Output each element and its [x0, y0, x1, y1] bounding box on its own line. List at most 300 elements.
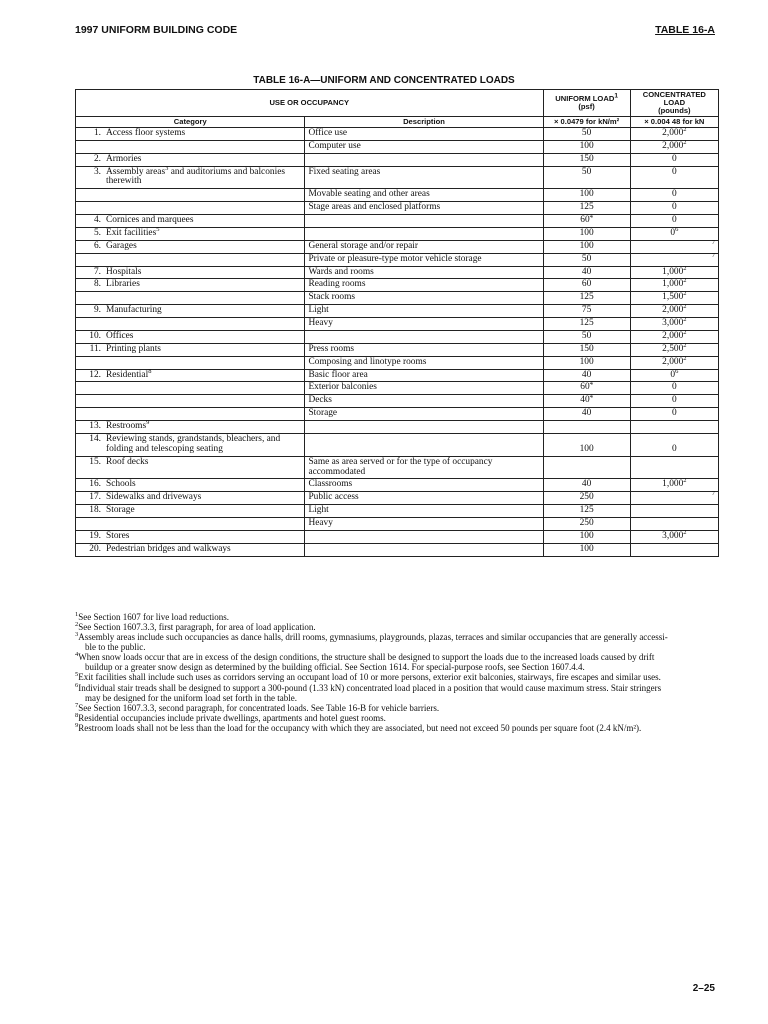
- concentrated-conversion: × 0.004 48 for kN: [630, 116, 718, 127]
- uniform-load-value: 150: [579, 343, 594, 354]
- uniform-load-title: UNIFORM LOAD: [555, 93, 615, 103]
- concentrated-load-value: 2,000: [662, 356, 684, 367]
- category-text: [106, 532, 301, 542]
- category-text: [106, 129, 301, 139]
- category-number: 4.: [93, 215, 101, 225]
- category-cell: [76, 456, 305, 479]
- concentrated-load-value: 0: [672, 215, 677, 225]
- description-cell: [305, 215, 543, 228]
- description-cell: Public access: [305, 492, 543, 505]
- concentrated-load-footnote-ref: 2: [683, 290, 687, 298]
- category-cell: [76, 140, 305, 153]
- description-cell: Office use: [305, 127, 543, 140]
- footnote-text: Residential occupancies include private dwellings, apartments and hotel guest rooms.: [78, 712, 386, 723]
- description-cell: Classrooms: [305, 479, 543, 492]
- uniform-load-value: 40: [581, 266, 592, 277]
- running-header-right: TABLE 16-A: [655, 24, 715, 36]
- concentrated-load-cell: [630, 395, 718, 408]
- concentrated-load-footnote-ref: 2: [683, 138, 687, 146]
- category-cell: [76, 266, 305, 279]
- uniform-load-cell: [543, 343, 630, 356]
- uniform-load-value: 40: [581, 479, 592, 490]
- category-text: [106, 332, 301, 342]
- use-occupancy-label: USE OR OCCUPANCY: [269, 97, 350, 107]
- description-cell: Storage: [305, 408, 543, 421]
- table-row: [76, 240, 719, 253]
- description-header: Description: [305, 116, 543, 127]
- category-entry: [79, 332, 301, 342]
- uniform-load-value: 100: [579, 240, 594, 251]
- table-row: [76, 433, 719, 456]
- category-cell: [76, 153, 305, 166]
- concentrated-load-footnote-ref: 2: [683, 477, 687, 485]
- category-entry: [79, 268, 301, 278]
- concentrated-load-cell: [630, 266, 718, 279]
- footnote-line: [75, 703, 725, 713]
- table-row: [76, 395, 719, 408]
- footnote-line: [75, 683, 725, 693]
- table-row: [76, 292, 719, 305]
- uniform-load-value: 50: [581, 253, 592, 264]
- table-row: [76, 492, 719, 505]
- category-number: 15.: [89, 456, 101, 467]
- category-label: Restrooms: [106, 421, 147, 431]
- category-label: Printing plants: [106, 343, 161, 354]
- category-cell: [76, 292, 305, 305]
- category-text: [106, 155, 301, 165]
- description-cell: Light: [305, 305, 543, 318]
- description-cell: Movable seating and other areas: [305, 189, 543, 202]
- category-header: Category: [76, 116, 305, 127]
- category-number: 6.: [93, 240, 101, 251]
- table-row: [76, 356, 719, 369]
- uniform-load-cell: [543, 433, 630, 456]
- concentrated-load-cell: [630, 240, 718, 253]
- category-cell: [76, 253, 305, 266]
- uniform-load-value: 100: [579, 443, 594, 454]
- table-row: [76, 518, 719, 531]
- uniform-load-value: 100: [579, 189, 594, 200]
- concentrated-load-cell: [630, 279, 718, 292]
- running-header-left: 1997 UNIFORM BUILDING CODE: [75, 24, 238, 36]
- concentrated-load-footnote-ref: 6: [675, 367, 679, 375]
- uniform-load-value: 100: [579, 543, 594, 554]
- description-cell: Exterior balconies: [305, 382, 543, 395]
- concentrated-load-cell: [630, 189, 718, 202]
- uniform-load-value: 40: [580, 395, 590, 406]
- concentrated-load-value: 2,500: [662, 343, 684, 354]
- concentrated-load-value: 0: [672, 382, 677, 393]
- concentrated-load-cell: [630, 253, 718, 266]
- category-text: [106, 345, 301, 355]
- description-cell: Heavy: [305, 318, 543, 331]
- table-row: [76, 140, 719, 153]
- category-entry: [79, 458, 301, 468]
- uniform-load-cell: [543, 382, 630, 395]
- category-cell: [76, 492, 305, 505]
- category-cell: [76, 166, 305, 189]
- table-row: [76, 408, 719, 421]
- footnote: [75, 703, 725, 713]
- description-cell: [305, 227, 543, 240]
- uniform-load-cell: [543, 202, 630, 215]
- concentrated-load-cell: [630, 408, 718, 421]
- category-cell: [76, 356, 305, 369]
- category-cell: [76, 189, 305, 202]
- concentrated-load-footnote-ref: 2: [683, 315, 687, 323]
- category-entry: [79, 129, 301, 139]
- table-title: TABLE 16-A—UNIFORM AND CONCENTRATED LOADS: [253, 75, 515, 86]
- footnote-continuation: may be designed for the uniform load set forth in the table.: [85, 692, 297, 703]
- footnote-text: Exit facilities shall include such uses as corridors serving an occupant load of 10 or more persons, exterior exit balconies, stairways, fire escapes and similar uses.: [78, 672, 661, 683]
- concentrated-load-cell: [630, 292, 718, 305]
- description-cell: [305, 330, 543, 343]
- category-cell: [76, 408, 305, 421]
- category-label: Libraries: [106, 279, 140, 290]
- table-row: [76, 479, 719, 492]
- concentrated-load-header: [630, 90, 718, 117]
- concentrated-load-cell: [630, 369, 718, 382]
- uniform-load-cell: [543, 330, 630, 343]
- category-text: [106, 367, 301, 381]
- category-number: 1.: [93, 127, 101, 138]
- concentrated-load-cell: [630, 127, 718, 140]
- category-number: 2.: [93, 153, 101, 164]
- table-row: [76, 369, 719, 382]
- concentrated-load-cell: [630, 153, 718, 166]
- uniform-load-cell: [543, 305, 630, 318]
- concentrated-load-value: 0: [672, 408, 677, 419]
- concentrated-load-cell: [630, 530, 718, 543]
- concentrated-load-title-2: LOAD: [663, 97, 686, 107]
- uniform-load-cell: [543, 395, 630, 408]
- table-row: [76, 153, 719, 166]
- description-cell: [305, 421, 543, 434]
- category-number: 9.: [93, 305, 101, 316]
- concentrated-load-value: 0: [672, 395, 677, 406]
- category-number: 3.: [93, 166, 101, 177]
- table-row: [76, 505, 719, 518]
- category-text: [106, 418, 301, 432]
- uniform-load-cell: [543, 456, 630, 479]
- category-number: 8.: [93, 279, 101, 290]
- footnote-line: [75, 622, 725, 632]
- table-row: [76, 543, 719, 556]
- category-label: Garages: [106, 240, 137, 251]
- concentrated-load-value: 0: [672, 153, 677, 164]
- category-footnote-ref: 5: [156, 225, 160, 233]
- category-entry: [79, 345, 301, 355]
- table-row: [76, 166, 719, 189]
- footnote-mark: 5: [75, 671, 79, 679]
- category-label: Residential: [106, 369, 149, 380]
- category-cell: [76, 240, 305, 253]
- footnote: [75, 632, 725, 652]
- uniform-conversion: × 0.0479 for kN/m²: [543, 116, 630, 127]
- category-cell: [76, 318, 305, 331]
- concentrated-load-value: 0: [670, 227, 676, 238]
- description-cell: [305, 543, 543, 556]
- category-entry: [79, 164, 301, 188]
- table-row: [76, 127, 719, 140]
- category-entry: [79, 506, 301, 516]
- footnote-line: [75, 713, 725, 723]
- description-cell: Reading rooms: [305, 279, 543, 292]
- uniform-load-value: 250: [579, 518, 594, 528]
- category-number: 7.: [93, 266, 101, 277]
- footnote-line: [75, 723, 725, 733]
- footnote-mark: 1: [75, 611, 79, 618]
- footnote-mark: 3: [75, 631, 79, 639]
- table-row: [76, 215, 719, 228]
- concentrated-load-value: 1,500: [662, 292, 684, 303]
- uniform-load-cell: [543, 492, 630, 505]
- category-footnote-ref: 9: [146, 418, 150, 426]
- concentrated-load-footnote-ref: 2: [683, 354, 687, 362]
- concentrated-load-cell: [630, 140, 718, 153]
- concentrated-load-cell: [630, 330, 718, 343]
- category-entry: [79, 225, 301, 239]
- concentrated-load-value: 2,000: [662, 330, 684, 341]
- uniform-load-header: [543, 90, 630, 117]
- concentrated-load-cell: [630, 343, 718, 356]
- category-text: [106, 458, 301, 468]
- category-label: Stores: [106, 530, 130, 541]
- category-label: Exit facilities: [106, 227, 157, 238]
- category-cell: [76, 279, 305, 292]
- footnote-mark: 7: [75, 701, 79, 709]
- category-text: [106, 493, 301, 503]
- category-entry: [79, 493, 301, 503]
- uniform-load-cell: [543, 189, 630, 202]
- footnote: [75, 672, 725, 682]
- concentrated-load-cell: [630, 543, 718, 556]
- description-cell: [305, 433, 543, 456]
- uniform-load-cell: [543, 227, 630, 240]
- concentrated-load-cell: [630, 421, 718, 434]
- footnote-text: Restroom loads shall not be less than the load for the occupancy with which they are associated, but need not exceed 50 pounds per square foot (2.4 kN/m²).: [78, 722, 642, 733]
- table-body: [76, 127, 719, 556]
- concentrated-load-cell: [630, 518, 718, 531]
- uniform-load-footnote-ref: 4: [589, 393, 593, 401]
- page-number: 2–25: [692, 983, 715, 994]
- uniform-load-cell: [543, 505, 630, 518]
- uniform-load-footnote-ref: 4: [589, 380, 593, 388]
- category-label: Assembly areas: [106, 166, 166, 177]
- concentrated-load-footnote-ref: 2: [683, 328, 687, 336]
- concentrated-load-value: 3,000: [662, 318, 684, 328]
- category-cell: [76, 215, 305, 228]
- category-number: 5.: [93, 227, 101, 238]
- category-label: Pedestrian bridges and walkways: [106, 543, 231, 554]
- description-cell: Wards and rooms: [305, 266, 543, 279]
- uniform-load-value: 100: [579, 356, 594, 367]
- category-text: [106, 506, 301, 516]
- description-cell: [305, 153, 543, 166]
- uniform-load-value: 50: [581, 330, 592, 341]
- category-entry: [79, 418, 301, 432]
- table-row: [76, 189, 719, 202]
- description-cell: [305, 530, 543, 543]
- category-number: 13.: [89, 421, 101, 431]
- uniform-load-value: 75: [581, 305, 592, 316]
- uniform-load-cell: [543, 408, 630, 421]
- category-footnote-ref: 3: [165, 164, 169, 172]
- category-footnote-ref: 8: [148, 367, 152, 375]
- category-entry: [79, 532, 301, 542]
- category-label: Manufacturing: [106, 305, 162, 316]
- category-label: Storage: [106, 505, 135, 516]
- uniform-load-value: 125: [579, 505, 594, 516]
- footnote-continuation: ble to the public.: [85, 642, 146, 653]
- category-number: 10.: [89, 330, 101, 341]
- category-label: Access floor systems: [106, 127, 186, 138]
- uniform-load-cell: [543, 530, 630, 543]
- concentrated-load-cell: [630, 382, 718, 395]
- category-label: Armories: [106, 153, 142, 164]
- category-text: [106, 480, 301, 490]
- uniform-load-cell: [543, 543, 630, 556]
- uniform-load-cell: [543, 356, 630, 369]
- category-entry: [79, 242, 301, 252]
- category-label-tail: and auditoriums and balconies therewith: [106, 166, 285, 187]
- category-label: Reviewing stands, grandstands, bleachers, and folding and telescoping seating: [106, 433, 281, 454]
- category-number: 17.: [89, 492, 101, 503]
- description-cell: Basic floor area: [305, 369, 543, 382]
- category-text: [106, 242, 301, 252]
- footnote: [75, 723, 725, 733]
- footnote-text: Individual stair treads shall be designed to support a 300-pound (1.33 kN) concentrated load placed in a position that would cause maximum stress. Stair stringers: [78, 682, 662, 693]
- uniform-load-value: 60: [580, 215, 590, 225]
- concentrated-load-footnote-ref: 2: [683, 264, 687, 272]
- uniform-load-value: 50: [581, 166, 592, 177]
- description-cell: Private or pleasure-type motor vehicle storage: [305, 253, 543, 266]
- footnote-line: [75, 612, 725, 622]
- footnote-mark: 8: [75, 711, 79, 719]
- footnote: [75, 713, 725, 723]
- uniform-load-value: 125: [579, 292, 594, 303]
- category-text: [106, 225, 301, 239]
- concentrated-load-unit: (pounds): [658, 105, 691, 115]
- category-entry: [79, 435, 301, 455]
- category-cell: [76, 543, 305, 556]
- category-entry: [79, 367, 301, 381]
- concentrated-load-footnote-ref: 2: [683, 528, 687, 536]
- footnote-text: See Section 1607 for live load reductions.: [78, 612, 229, 622]
- concentrated-load-footnote-ref: 7: [711, 251, 715, 259]
- category-label: Hospitals: [106, 266, 142, 277]
- category-cell: [76, 418, 305, 434]
- concentrated-load-footnote-ref: 2: [683, 341, 687, 349]
- uniform-load-cell: [543, 518, 630, 531]
- category-number: 18.: [89, 505, 101, 516]
- footnote-mark: 4: [75, 651, 79, 659]
- concentrated-load-footnote-ref: 6: [675, 225, 679, 233]
- concentrated-load-value: 1,000: [662, 279, 684, 290]
- concentrated-load-cell: [630, 202, 718, 215]
- category-cell: [76, 518, 305, 531]
- concentrated-load-cell: [630, 433, 718, 456]
- concentrated-load-cell: [630, 305, 718, 318]
- concentrated-load-cell: [630, 479, 718, 492]
- category-cell: [76, 505, 305, 518]
- uniform-load-unit: (psf): [578, 101, 595, 111]
- table-row: [76, 266, 719, 279]
- footnote-mark: 9: [75, 721, 79, 729]
- uniform-load-value: 125: [579, 202, 594, 213]
- concentrated-load-value: 2,000: [662, 305, 684, 316]
- category-text: [106, 164, 301, 188]
- uniform-load-value: 125: [579, 318, 594, 328]
- description-cell: General storage and/or repair: [305, 240, 543, 253]
- footnote-line: [75, 672, 725, 682]
- uniform-load-value: 250: [579, 492, 594, 503]
- uniform-load-cell: [543, 166, 630, 189]
- uniform-load-value: 100: [579, 530, 594, 541]
- concentrated-load-cell: [630, 227, 718, 240]
- uniform-load-cell: [543, 266, 630, 279]
- uniform-load-cell: [543, 153, 630, 166]
- concentrated-load-cell: [630, 492, 718, 505]
- category-entry: [79, 155, 301, 165]
- footnote-text: Assembly areas include such occupancies as dance halls, drill rooms, gymnasiums, playgrounds, plazas, terraces and similar occupancies that are generally accessi-: [78, 632, 668, 643]
- concentrated-load-footnote-ref: 7: [711, 490, 715, 498]
- uniform-load-cell: [543, 212, 630, 228]
- uniform-load-value: 60: [580, 382, 590, 393]
- category-cell: [76, 369, 305, 382]
- description-cell: Fixed seating areas: [305, 166, 543, 189]
- category-entry: [79, 545, 301, 555]
- uniform-load-cell: [543, 253, 630, 266]
- description-cell: Composing and linotype rooms: [305, 356, 543, 369]
- category-entry: [79, 306, 301, 316]
- category-label: Offices: [106, 330, 134, 341]
- description-cell: Decks: [305, 395, 543, 408]
- footnote: [75, 683, 725, 703]
- uniform-load-cell: [543, 140, 630, 153]
- category-entry: [79, 480, 301, 490]
- footnote-line: [75, 632, 725, 642]
- concentrated-load-value: 0: [670, 369, 676, 380]
- concentrated-load-value: 2,000: [662, 127, 684, 138]
- table-row: [76, 421, 719, 434]
- description-cell: Stack rooms: [305, 292, 543, 305]
- footnote-mark: 2: [75, 621, 79, 629]
- category-text: [106, 545, 301, 555]
- loads-table: [75, 89, 719, 557]
- table-row: [76, 227, 719, 240]
- concentrated-load-title-1: CONCENTRATED: [642, 90, 706, 99]
- table-row: [76, 343, 719, 356]
- category-number: 14.: [89, 433, 101, 444]
- table-row: [76, 456, 719, 479]
- footnotes: [75, 612, 725, 733]
- uniform-load-cell: [543, 127, 630, 140]
- uniform-load-value: 40: [581, 408, 592, 419]
- category-cell: [76, 433, 305, 456]
- uniform-load-value: 60: [581, 279, 592, 290]
- concentrated-load-value: 0: [672, 202, 677, 213]
- category-number: 12.: [89, 369, 101, 380]
- description-cell: Computer use: [305, 140, 543, 153]
- category-cell: [76, 127, 305, 140]
- category-entry: [79, 216, 301, 226]
- footnote: [75, 612, 725, 622]
- footnote-continuation: buildup or a greater snow design as determined by the building official. See Section 1614. For special-purpose roofs, see Section 1607.4.4.: [85, 662, 585, 673]
- category-cell: [76, 479, 305, 492]
- category-entry: [79, 280, 301, 290]
- category-text: [106, 268, 301, 278]
